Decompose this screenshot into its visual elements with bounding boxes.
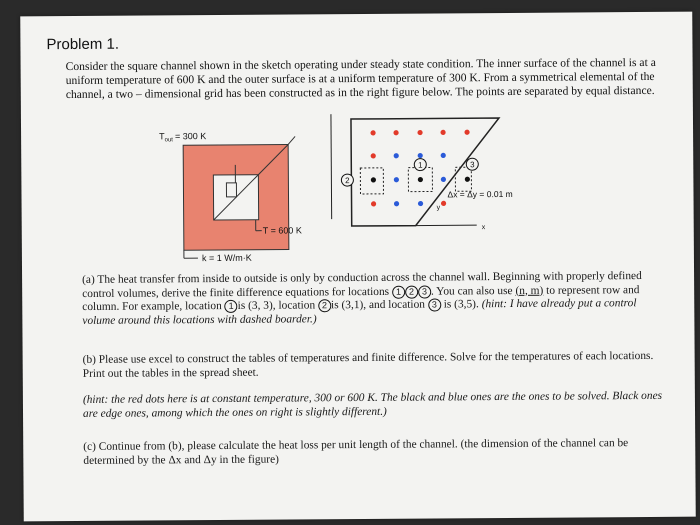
part-c: (c) Continue from (b), please calculate the heat loss per unit length of the channel. (the dimension of the channel can be determined by the Δx and Δy in the figure): [83, 437, 629, 467]
blue-dot: [441, 153, 446, 158]
part-a-hint: (hint: I have already put a control volume around this locations with dashed boarder.): [82, 297, 637, 327]
svg-text:2: 2: [345, 176, 350, 186]
black-dot: [418, 177, 423, 182]
circled-2: 2: [405, 285, 418, 298]
worksheet-page: [20, 12, 696, 522]
node-label-2: [341, 174, 353, 186]
channel-sketch: [159, 130, 302, 263]
blue-dot: [418, 201, 423, 206]
t-out-label: $T_{out} = 300$ K: [159, 131, 207, 144]
blue-dot: [394, 177, 399, 182]
circled-3: 3: [418, 285, 431, 298]
problem-title: Problem 1.: [46, 35, 120, 54]
y-axis-line: [331, 114, 332, 219]
black-dot: [465, 177, 470, 182]
y-axis-label: y: [436, 204, 441, 212]
red-dot: [393, 130, 398, 135]
circled-2-ref: 2: [318, 299, 331, 312]
svg-text:1: 1: [418, 160, 423, 170]
k-label: k = 1 W/m·K: [201, 252, 252, 264]
blue-dot: [394, 153, 399, 158]
red-dot: [441, 201, 446, 206]
red-dot: [417, 130, 422, 135]
circled-1-ref: 1: [225, 300, 238, 313]
leader-top: [288, 136, 295, 144]
x-axis-label: x: [481, 224, 486, 232]
part-b: (b) Please use excel to construct the tables of temperatures and finite difference. Solve for the temperatures of each locations. Print out the tables in the spread sheet.: [82, 349, 654, 380]
red-dot: [371, 153, 376, 158]
black-dot: [371, 177, 376, 182]
blue-dot: [394, 201, 399, 206]
red-dot: [440, 130, 445, 135]
grid-sketch: [331, 113, 513, 232]
problem-intro: Consider the square channel shown in the sketch operating under steady state condition. The inner surface of the channel is at a uniform temperature of 600 K and the outer surface is at a uniform temperature of 300 K. From a symmetrical elemental of the channel, a two – dimensional grid has been constructed as in the right figure below. The points are separated by equal distance.: [65, 55, 656, 102]
red-dot: [371, 201, 376, 206]
circled-1: 1: [392, 285, 405, 298]
part-a: (a) The heat transfer from inside to outside is only by conduction across the channel wall. Beginning with properly defined control volumes, derive the finite difference equations for locations 1 2 3 . You can also use (n, m) to represent row and column. For example, location 1 is (3, 3), location 2 is (3,1), and location 3 is (3,5). (hint: I have already put a control volume around this locations with dashed boarder.): [82, 270, 642, 327]
nm-notation: (n, m): [515, 284, 544, 297]
part-b-hint: (hint: the red dots here is at constant temperature, 300 or 600 K. The black and blue ones are the ones to be solved. Black ones are edge ones, among which the ones on right is slightly different.): [82, 389, 663, 420]
node-label-3: [466, 158, 478, 170]
spacing-label: Δx = Δy = 0.01 m: [447, 188, 513, 200]
circled-3-ref: 3: [428, 299, 441, 312]
red-dot: [370, 130, 375, 135]
svg-text:3: 3: [470, 160, 475, 170]
t-in-label: T = 600 K: [262, 225, 302, 236]
node-label-1: [414, 159, 426, 171]
blue-dot: [441, 177, 446, 182]
blue-dot: [418, 153, 423, 158]
red-dot: [464, 130, 469, 135]
